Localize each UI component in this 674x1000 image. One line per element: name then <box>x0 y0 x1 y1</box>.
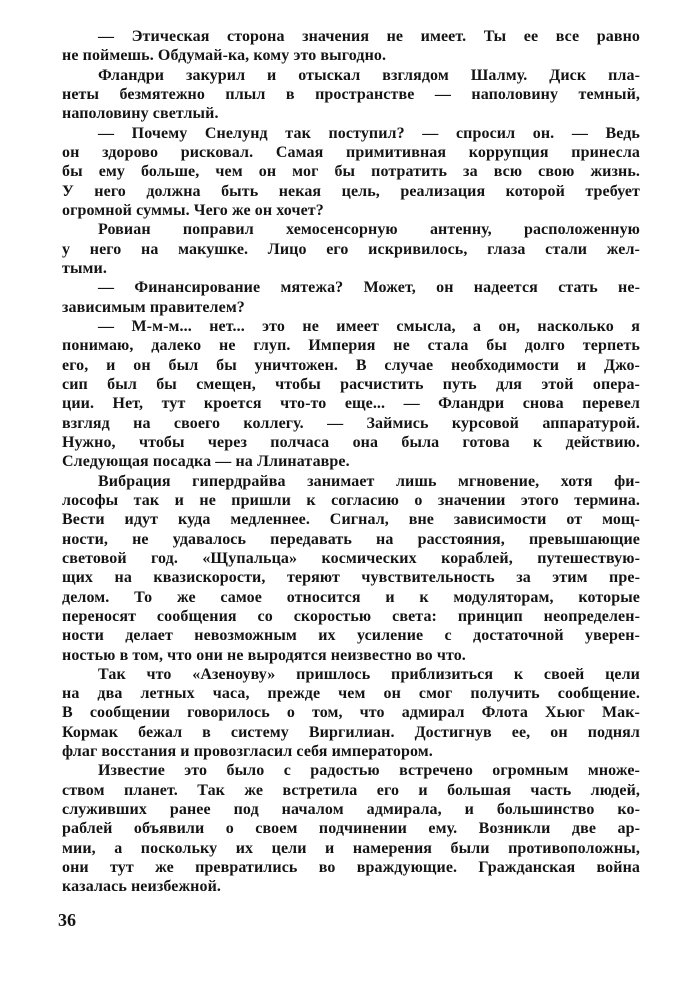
text-line: У него должна быть некая цель, реализация которой требует <box>62 182 640 200</box>
text-block <box>62 27 640 897</box>
text-line: В сообщении говорилось о том, что адмирал Флота Хьюг Мак- <box>62 704 640 722</box>
text-line: — Этическая сторона значения не имеет. Ты ее все равно <box>98 28 640 45</box>
text-line: — Почему Снелунд так поступил? — спросил он. — Ведь <box>98 124 640 142</box>
text-line: раблей объявили о своем подчинении ему. Возникли две ар- <box>62 820 640 838</box>
text-line: ством планет. Так же встретила его и большая часть людей, <box>62 781 640 799</box>
text-line: взгляд на своего коллегу. — Займись курсовой аппаратурой. <box>62 414 640 432</box>
text-line: ностью в том, что они не выродятся неизвестно во что. <box>62 646 466 664</box>
text-line: — М-м-м... нет... это не имеет смысла, а он, насколько я <box>98 317 640 335</box>
text-line: лософы так и не пришли к согласию о значении этого термина. <box>62 491 640 509</box>
text-line: Кормак бежал в систему Виргилиан. Достигнув ее, он поднял <box>62 723 640 741</box>
text-line: сип был бы смещен, чтобы расчистить путь для этой опера- <box>62 375 640 393</box>
text-line: тыми. <box>62 259 107 277</box>
text-line: его, и он был бы уничтожен. В случае необходимости и Джо- <box>62 356 640 374</box>
text-line: ности, не удавалось передавать на расстояния, превышающие <box>62 530 640 548</box>
text-line: понимаю, далеко не глуп. Империя не стала бы долго терпеть <box>62 337 640 355</box>
text-line: Так что «Азеноуву» пришлось приблизиться к своей цели <box>98 665 640 683</box>
text-line: на два летных часа, прежде чем он смог получить сообщение. <box>62 685 640 703</box>
text-line: Нужно, чтобы через полчаса она была готова к действию. <box>62 433 640 451</box>
text-line: служивших ранее под началом адмирала, и большинство ко- <box>62 801 640 819</box>
text-line: казалась неизбежной. <box>62 878 221 896</box>
text-line: переносят сообщения со скоростью света: принцип неопределен- <box>62 607 640 625</box>
text-line: наполовину светлый. <box>62 105 219 123</box>
text-line: Следующая посадка — на Ллинатавре. <box>62 453 350 471</box>
text-line: ности делает невозможным их усиление с достаточной уверен- <box>62 627 640 645</box>
text-line: зависимым правителем? <box>62 298 245 316</box>
text-line: неты безмятежно плыл в пространстве — наполовину темный, <box>62 85 640 103</box>
text-line: у него на макушке. Лицо его искривилось, глаза стали жел- <box>62 240 640 258</box>
text-line: щих на квазискорости, теряют чувствительность за этим пре- <box>62 569 640 587</box>
text-line: флаг восстания и провозгласил себя императором. <box>62 743 433 761</box>
text-line: Известие это было с радостью встречено огромным множе- <box>98 762 640 780</box>
text-line: Вести идут куда медленнее. Сигнал, вне зависимости от мощ- <box>62 511 640 529</box>
text-line: делом. То же самое относится и к модуляторам, которые <box>62 588 640 606</box>
text-line: ции. Нет, тут кроется что-то еще... — Фландри снова перевел <box>62 395 640 413</box>
page-number: 36 <box>58 910 76 930</box>
text-line: огромной суммы. Чего же он хочет? <box>62 201 324 219</box>
text-line: световой год. «Щупальца» космических кораблей, путешествую- <box>62 549 640 567</box>
text-line: мии, а поскольку их цели и намерения были противоположны, <box>62 839 640 857</box>
text-line: — Финансирование мятежа? Может, он надеется стать не- <box>98 279 640 297</box>
text-line: Фландри закурил и отыскал взглядом Шалму. Диск пла- <box>98 66 640 84</box>
text-line: Ровиан поправил хемосенсорную антенну, расположенную <box>98 221 640 239</box>
text-line: они тут же превратились во враждующие. Гражданская война <box>62 859 640 877</box>
text-line: Вибрация гипердрайва занимает лишь мгновение, хотя фи- <box>98 472 640 490</box>
text-line: не поймешь. Обдумай-ка, кому это выгодно. <box>62 47 387 65</box>
text-line: он здорово рисковал. Самая примитивная коррупция принесла <box>62 143 640 161</box>
text-line: бы ему больше, чем он мог бы потратить за всю свою жизнь. <box>62 163 640 181</box>
